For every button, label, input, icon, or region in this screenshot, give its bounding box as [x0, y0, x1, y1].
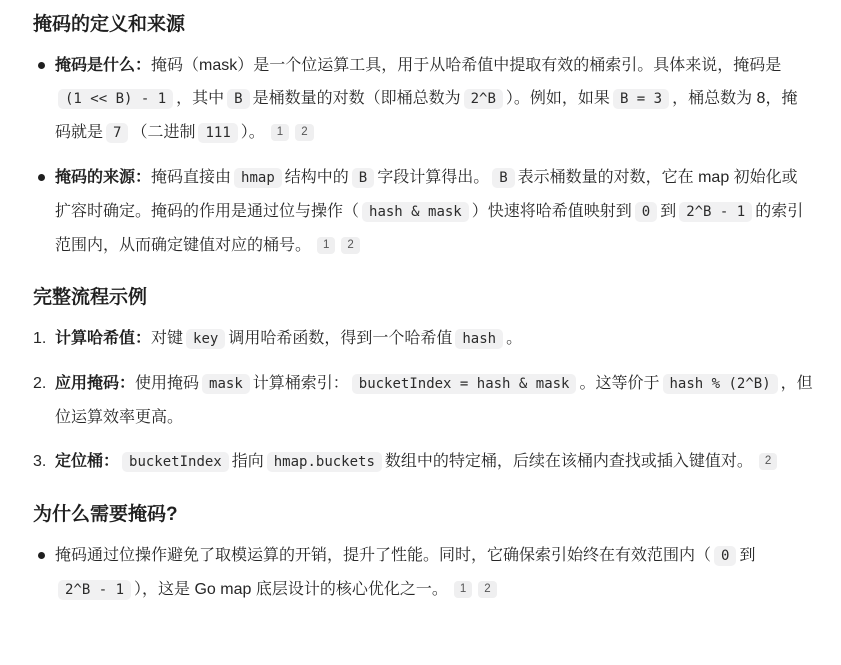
inline-code-chip: 0	[714, 546, 736, 566]
inline-code-chip: 7	[106, 123, 128, 143]
text-run: 调用哈希函数，得到一个哈希值	[228, 330, 453, 347]
citation-badge[interactable]: 2	[478, 581, 496, 598]
numbered-list	[33, 322, 813, 479]
bullet-marker	[38, 62, 45, 69]
text-run: （二进制	[131, 124, 196, 141]
section-heading: 为什么需要掩码?	[33, 504, 178, 525]
bullet-marker	[38, 552, 45, 559]
inline-code-chip: bucketIndex	[122, 452, 229, 472]
text-run: 对键	[151, 330, 184, 347]
citation-badge[interactable]: 2	[759, 453, 777, 470]
text-run: 表示桶数量的对数，它在 map 初始化或扩容时确定。掩码的作用是通过位与操作（	[55, 169, 798, 220]
text-run: 字段计算得出。	[377, 169, 490, 186]
bold-term: 应用掩码：	[55, 375, 136, 392]
bold-term: 掩码的来源：	[55, 169, 152, 186]
text-run: 数组中的特定桶，后续在该桶内查找或插入键值对。	[384, 453, 753, 470]
text-run: 的索引范围内，从而确定键值对应的桶号。	[55, 203, 804, 254]
text-run: ，但位运算效率更高。	[55, 375, 813, 426]
inline-code-chip: B	[492, 168, 514, 188]
number-marker: 1.	[33, 330, 47, 347]
text-run: ）。例如，如果	[505, 90, 610, 107]
text-run: ，桶总数为 8，掩码就是	[55, 90, 798, 141]
citation-badge[interactable]: 2	[295, 124, 313, 141]
text-run: ），这是 Go map 底层设计的核心优化之一。	[134, 581, 448, 598]
text-run: 使用掩码	[135, 375, 200, 392]
inline-code-chip: hmap	[234, 168, 282, 188]
citation-badge[interactable]: 2	[341, 237, 359, 254]
bold-term: 掩码是什么：	[55, 57, 152, 74]
list-item	[33, 539, 813, 607]
text-run: 。这等价于	[579, 375, 660, 392]
text-run: ）。	[240, 124, 265, 141]
text-run: 掩码（mask）是一个位运算工具，用于从哈希值中提取有效的桶索引。具体来说，掩码是	[151, 57, 782, 74]
list-item	[33, 445, 813, 479]
text-run: 掩码直接由	[151, 169, 232, 186]
inline-code-chip: (1 << B) - 1	[58, 89, 173, 109]
bullet-marker	[38, 174, 45, 181]
list-item	[33, 161, 813, 262]
bullet-list	[33, 49, 813, 262]
inline-code-chip: B	[227, 89, 249, 109]
number-marker: 3.	[33, 453, 47, 470]
inline-code-chip: hmap.buckets	[267, 452, 382, 472]
text-run: 掩码通过位操作避免了取模运算的开销，提升了性能。同时，它确保索引始终在有效范围内（	[55, 547, 712, 564]
section-heading: 掩码的定义和来源	[33, 14, 186, 35]
inline-code-chip: B	[352, 168, 374, 188]
inline-code-chip: mask	[202, 374, 250, 394]
citation-badge[interactable]: 1	[317, 237, 335, 254]
inline-code-chip: hash % (2^B)	[663, 374, 778, 394]
inline-code-chip: bucketIndex = hash & mask	[352, 374, 577, 394]
text-run: 结构中的	[284, 169, 349, 186]
text-run: 。	[506, 330, 523, 347]
inline-code-chip: 2^B - 1	[58, 580, 131, 600]
bold-term: 计算哈希值：	[55, 330, 152, 347]
text-run: 计算桶索引：	[252, 375, 349, 392]
inline-code-chip: key	[186, 329, 225, 349]
text-run: 到	[739, 547, 756, 564]
inline-code-chip: hash	[455, 329, 503, 349]
bold-term: 定位桶：	[55, 453, 120, 470]
inline-code-chip: 0	[635, 202, 657, 222]
inline-code-chip: 2^B - 1	[679, 202, 752, 222]
section-heading: 完整流程示例	[33, 287, 148, 308]
citation-badge[interactable]: 1	[454, 581, 472, 598]
text-run: 到	[660, 203, 677, 220]
inline-code-chip: hash & mask	[362, 202, 469, 222]
inline-code-chip: B = 3	[613, 89, 669, 109]
text-run: ）快速将哈希值映射到	[471, 203, 632, 220]
number-marker: 2.	[33, 375, 47, 392]
list-item	[33, 49, 813, 150]
text-run: 指向	[231, 453, 264, 470]
citation-badge[interactable]: 1	[271, 124, 289, 141]
list-item	[33, 367, 813, 434]
list-item	[33, 322, 813, 356]
text-run: ，其中	[176, 90, 225, 107]
text-run: 是桶数量的对数（即桶总数为	[252, 90, 461, 107]
bullet-list	[33, 539, 813, 607]
inline-code-chip: 111	[198, 123, 237, 143]
inline-code-chip: 2^B	[464, 89, 503, 109]
